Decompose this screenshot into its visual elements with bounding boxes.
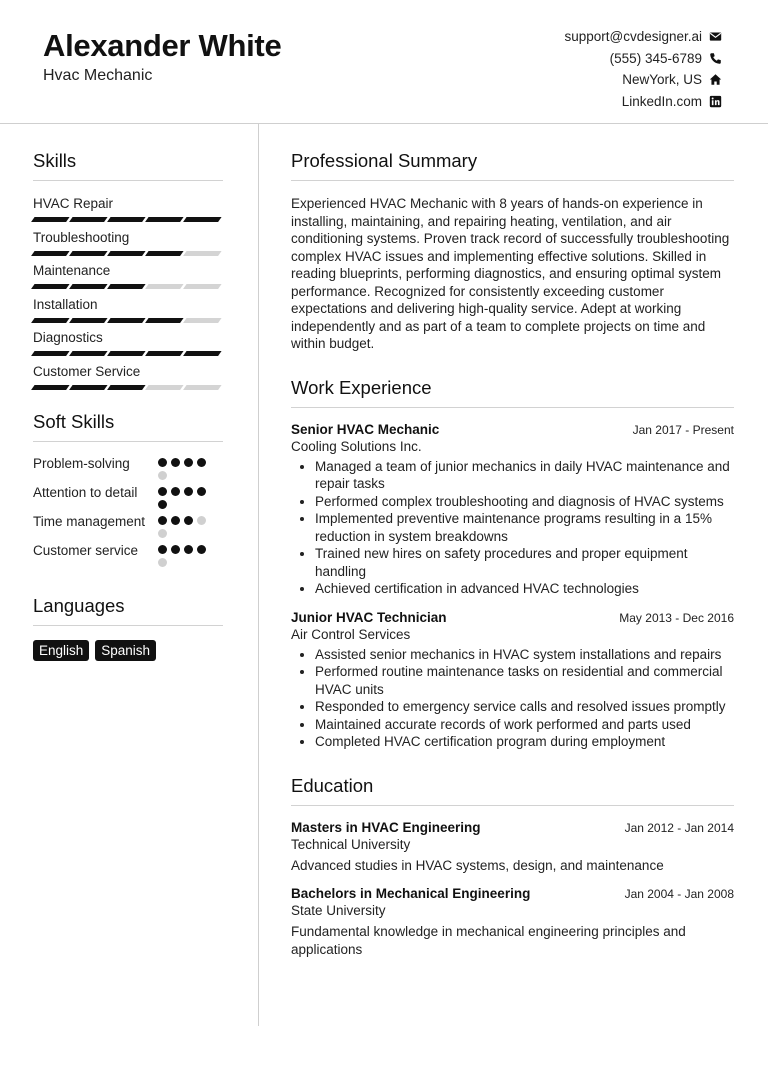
skill-item	[33, 229, 223, 256]
skill-name: Maintenance	[33, 263, 111, 278]
job-bullet: • Assisted senior mechanics in HVAC system installations and repairs	[315, 646, 734, 664]
skill-level-segment	[107, 251, 145, 256]
soft-skill-rating	[158, 455, 218, 480]
skill-level-segment	[107, 318, 145, 323]
skill-level-segment	[107, 351, 145, 356]
job-bullet: • Achieved certification in advanced HVAC technologies	[315, 580, 734, 598]
job-bullet: • Completed HVAC certification program during employment	[315, 733, 734, 751]
rating-dot	[197, 487, 206, 496]
rating-dot	[171, 458, 180, 467]
rating-dot	[171, 516, 180, 525]
education-school: State University	[291, 903, 386, 918]
education-heading: Education	[291, 775, 734, 806]
rating-dot	[197, 545, 206, 554]
skill-level-segment	[145, 284, 183, 289]
skill-level-segment	[183, 284, 221, 289]
resume-header	[0, 0, 768, 124]
rating-dot	[184, 458, 193, 467]
skill-level-segment	[31, 251, 69, 256]
skill-level-segment	[145, 251, 183, 256]
skill-item	[33, 296, 223, 323]
skill-level-segment	[145, 318, 183, 323]
skill-level-segment	[69, 385, 107, 390]
experience-list	[291, 422, 734, 751]
job-date: May 2013 - Dec 2016	[619, 610, 734, 625]
rating-dot	[158, 516, 167, 525]
skill-name: Customer Service	[33, 363, 141, 379]
job-header	[291, 422, 734, 437]
rating-dot	[171, 545, 180, 554]
education-degree: Bachelors in Mechanical Engineering	[291, 886, 531, 901]
summary-heading: Professional Summary	[291, 150, 734, 181]
job-bullets	[291, 646, 734, 751]
education-description: Advanced studies in HVAC systems, design, and maintenance	[291, 857, 664, 873]
skills-heading: Skills	[33, 150, 223, 181]
candidate-title: Hvac Mechanic	[43, 67, 153, 84]
contact-linkedin[interactable]	[422, 91, 722, 113]
rating-dot	[158, 545, 167, 554]
contact-location	[422, 69, 722, 91]
rating-dot	[158, 471, 167, 480]
skill-level-segment	[183, 251, 221, 256]
job-company: Cooling Solutions Inc.	[291, 438, 422, 454]
skill-level-segment	[69, 318, 107, 323]
job-bullet: • Responded to emergency service calls and resolved issues promptly	[315, 698, 734, 716]
soft-skill-rating	[158, 513, 218, 538]
skills-list	[33, 195, 223, 389]
job-entry	[291, 610, 734, 751]
soft-skill-item	[33, 542, 223, 567]
rating-dot	[158, 458, 167, 467]
skill-level-segment	[69, 251, 107, 256]
skill-level-segment	[69, 284, 107, 289]
contact-location-text: NewYork, US	[622, 72, 702, 88]
skill-level-bar	[33, 217, 223, 222]
job-company: Air Control Services	[291, 626, 411, 642]
column-divider	[258, 124, 259, 1026]
skill-level-segment	[183, 217, 221, 222]
skill-name: Installation	[33, 296, 98, 312]
soft-skill-rating	[158, 484, 218, 509]
summary-text: Experienced HVAC Mechanic with 8 years of hands-on experience in installing, maintaining, and repairing heating, ventilation, and air conditioning systems. Proven track record of successfully troubleshooting complex HVAC issues and implementing effective solutions. Skilled in reading blueprints, performing diagnostics, and ensuring optimal system performance. Recognized for consistently exceeding customer expectations and delivering high-quality service. Adept at working independently and as part of a team to complete projects on time and within budget.	[291, 196, 730, 351]
job-bullet: • Performed routine maintenance tasks on residential and commercial HVAC units	[315, 663, 734, 698]
skill-level-segment	[31, 385, 69, 390]
skill-level-segment	[183, 385, 221, 390]
soft-skill-name: Customer service	[33, 543, 139, 558]
rating-dot	[171, 487, 180, 496]
education-degree: Masters in HVAC Engineering	[291, 819, 481, 835]
skill-level-segment	[107, 385, 145, 390]
skill-name: HVAC Repair	[33, 196, 114, 211]
job-bullet: • Implemented preventive maintenance programs resulting in a 15% reduction in system breakdowns	[315, 510, 734, 545]
skill-level-segment	[145, 385, 183, 390]
envelope-icon	[708, 30, 722, 44]
soft-skills-list	[33, 455, 223, 567]
soft-skill-rating	[158, 542, 218, 567]
skill-item	[33, 262, 223, 289]
home-icon	[708, 73, 722, 87]
education-entry	[291, 820, 734, 875]
contact-phone-text[interactable]: (555) 345-6789	[609, 50, 702, 66]
phone-icon	[708, 51, 722, 65]
skill-level-bar	[33, 251, 223, 256]
education-entry	[291, 886, 734, 958]
contact-email-text[interactable]: support@cvdesigner.ai	[564, 29, 702, 45]
experience-heading: Work Experience	[291, 377, 734, 408]
right-column	[291, 150, 734, 958]
skill-level-segment	[107, 284, 145, 289]
job-bullets	[291, 458, 734, 598]
skill-level-segment	[31, 284, 69, 289]
rating-dot	[184, 516, 193, 525]
education-header	[291, 820, 734, 835]
languages-heading: Languages	[33, 595, 223, 626]
candidate-name: Alexander White	[43, 28, 282, 63]
soft-skills-heading: Soft Skills	[33, 411, 223, 442]
contact-phone[interactable]	[422, 48, 722, 70]
education-header	[291, 886, 734, 901]
rating-dot	[158, 487, 167, 496]
skill-name: Diagnostics	[33, 330, 103, 345]
job-bullet: • Managed a team of junior mechanics in daily HVAC maintenance and repair tasks	[315, 458, 734, 493]
contact-list	[422, 26, 722, 112]
education-list	[291, 820, 734, 959]
job-bullet: • Maintained accurate records of work performed and parts used	[315, 716, 734, 734]
left-column	[33, 150, 223, 661]
rating-dot	[158, 529, 167, 538]
job-title: Senior HVAC Mechanic	[291, 421, 440, 437]
job-date: Jan 2017 - Present	[632, 422, 734, 437]
rating-dot	[197, 516, 206, 525]
job-entry	[291, 422, 734, 598]
education-date: Jan 2012 - Jan 2014	[624, 820, 734, 835]
skill-item	[33, 195, 223, 222]
skill-item	[33, 363, 223, 390]
rating-dot	[158, 558, 167, 567]
rating-dot	[197, 458, 206, 467]
job-bullet: • Trained new hires on safety procedures and proper equipment handling	[315, 545, 734, 580]
skill-level-bar	[33, 318, 223, 323]
skill-level-segment	[31, 217, 69, 222]
skill-level-segment	[145, 351, 183, 356]
skill-level-segment	[145, 217, 183, 222]
contact-linkedin-text[interactable]: LinkedIn.com	[621, 93, 702, 109]
soft-skill-item	[33, 455, 223, 480]
contact-email[interactable]	[422, 26, 722, 48]
rating-dot	[158, 500, 167, 509]
languages-list	[33, 640, 223, 661]
soft-skill-name: Attention to detail	[33, 485, 138, 500]
education-school: Technical University	[291, 836, 411, 852]
soft-skill-item	[33, 484, 223, 509]
soft-skill-item	[33, 513, 223, 538]
skill-level-bar	[33, 385, 223, 390]
education-description: Fundamental knowledge in mechanical engineering principles and applications	[291, 924, 686, 957]
skill-level-segment	[31, 318, 69, 323]
education-date: Jan 2004 - Jan 2008	[624, 887, 734, 901]
language-tag: Spanish	[95, 640, 156, 661]
job-bullet: • Performed complex troubleshooting and diagnosis of HVAC systems	[315, 493, 734, 511]
linkedin-icon	[708, 94, 722, 108]
skill-level-segment	[69, 351, 107, 356]
skill-level-segment	[183, 318, 221, 323]
skill-name: Troubleshooting	[33, 229, 130, 245]
skill-level-segment	[183, 351, 221, 356]
rating-dot	[184, 545, 193, 554]
skill-level-bar	[33, 284, 223, 289]
skill-item	[33, 329, 223, 356]
soft-skill-name: Problem-solving	[33, 456, 130, 471]
soft-skill-name: Time management	[33, 514, 146, 529]
rating-dot	[184, 487, 193, 496]
language-tag: English	[33, 640, 89, 661]
skill-level-segment	[31, 351, 69, 356]
skill-level-segment	[69, 217, 107, 222]
skill-level-bar	[33, 351, 223, 356]
job-header	[291, 610, 734, 625]
skill-level-segment	[107, 217, 145, 222]
job-title: Junior HVAC Technician	[291, 609, 447, 625]
